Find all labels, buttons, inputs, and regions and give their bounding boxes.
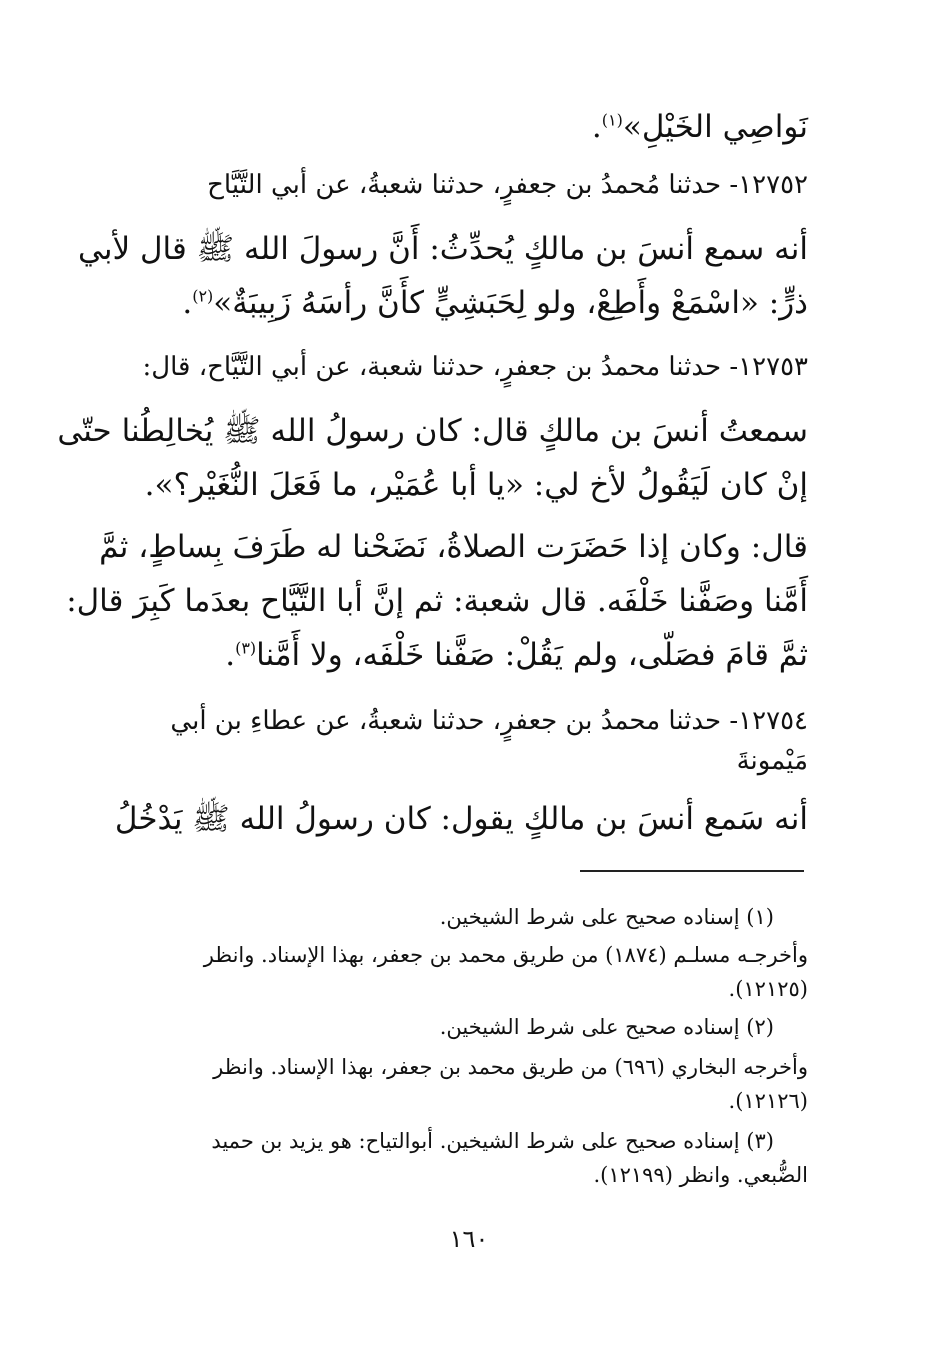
line-end: .: [182, 285, 193, 321]
line-text: نَواصِي الخَيْلِ»: [622, 109, 808, 145]
line-end: .: [591, 109, 602, 145]
page-number: ١٦٠: [449, 1225, 489, 1253]
hadith-12754-chain: ١٢٧٥٤- حدثنا محمدُ بن جعفرٍ، حدثنا شعبةُ، عن عطاءِ بن أبي: [170, 706, 808, 736]
footnote-ref-2: (٢): [192, 286, 214, 306]
footnote-3-line-1: (٣) إسناده صحيح على شرط الشيخين. أبوالتياح: هو يزيد بن حميد: [211, 1129, 774, 1153]
text-line-1: [108, 100, 808, 154]
footnotes: [106, 900, 808, 1192]
text-line-8: قال: وكان إذا حَضَرَت الصلاةُ، نَضَحْنا له طَرَفَ بِساطٍ، ثمَّ: [99, 529, 808, 565]
hadith-12753-chain: ١٢٧٥٣- حدثنا محمدُ بن جعفرٍ، حدثنا شعبة، عن أبي التَّيَّاح، قال:: [142, 352, 808, 382]
line-text: ثمَّ قامَ فصَلّى، ولم يَقُلْ: صَفَّنا خَلْفَه، ولا أَمَّنا: [256, 637, 808, 673]
footnote-1-line-3: (١٢١٢٥).: [728, 977, 808, 1001]
footnote-2-line-2: وأخرجه البخاري (٦٩٦) من طريق محمد بن جعفر، بهذا الإسناد. وانظر: [213, 1055, 808, 1079]
footnote-2-line-3: (١٢١٢٦).: [728, 1089, 808, 1113]
hadith-12752-chain: ١٢٧٥٢- حدثنا مُحمدُ بن جعفرٍ، حدثنا شعبةُ، عن أبي التَّيَّاح: [207, 170, 808, 200]
footnote-ref-3: (٣): [235, 638, 257, 658]
text-line-7: إنْ كان لَيَقُولُ لأخ لي: «يا أبا عُمَيْر، ما فَعَلَ النُّغَيْر؟».: [144, 467, 808, 503]
footnote-1-line-1: (١) إسناده صحيح على شرط الشيخين.: [439, 905, 774, 929]
text-line-4: [108, 276, 808, 330]
text-line-10: [108, 628, 808, 682]
footnote-ref-1: (١): [601, 110, 623, 130]
text-line-12: مَيْمونةَ: [736, 746, 808, 776]
text-line-9: أَمَّنا وصَفَّنا خَلْفَه. قال شعبة: ثم إنَّ أبا التَّيَّاح بعدَما كَبِرَ قال:: [66, 583, 808, 619]
line-text: ذرٍّ: «اسْمَعْ وأَطِعْ، ولو لِحَبَشِيٍّ كأَنَّ رأسَهُ زَبِيبَةٌ»: [213, 285, 808, 321]
footnote-2-line-1: (٢) إسناده صحيح على شرط الشيخين.: [439, 1015, 774, 1039]
text-line-6: سمعتُ أنسَ بن مالكٍ قال: كان رسولُ الله ﷺ يُخالِطُنا حتّى: [57, 413, 808, 449]
text-line-13: أنه سَمع أنسَ بن مالكٍ يقول: كان رسولُ الله ﷺ يَدْخُلُ: [114, 801, 808, 837]
footnote-separator: [580, 870, 804, 872]
line-end: .: [225, 637, 236, 673]
footnote-3-line-2: الضُّبعي. وانظر (١٢١٩٩).: [593, 1163, 808, 1187]
text-line-3: أنه سمع أنسَ بن مالكٍ يُحدِّثُ: أَنَّ رسولَ الله ﷺ قال لأبي: [78, 231, 808, 267]
footnote-1-line-2: وأخرجـه مسلـم (١٨٧٤) من طريق محمد بن جعفر، بهذا الإسناد. وانظر: [203, 943, 808, 967]
